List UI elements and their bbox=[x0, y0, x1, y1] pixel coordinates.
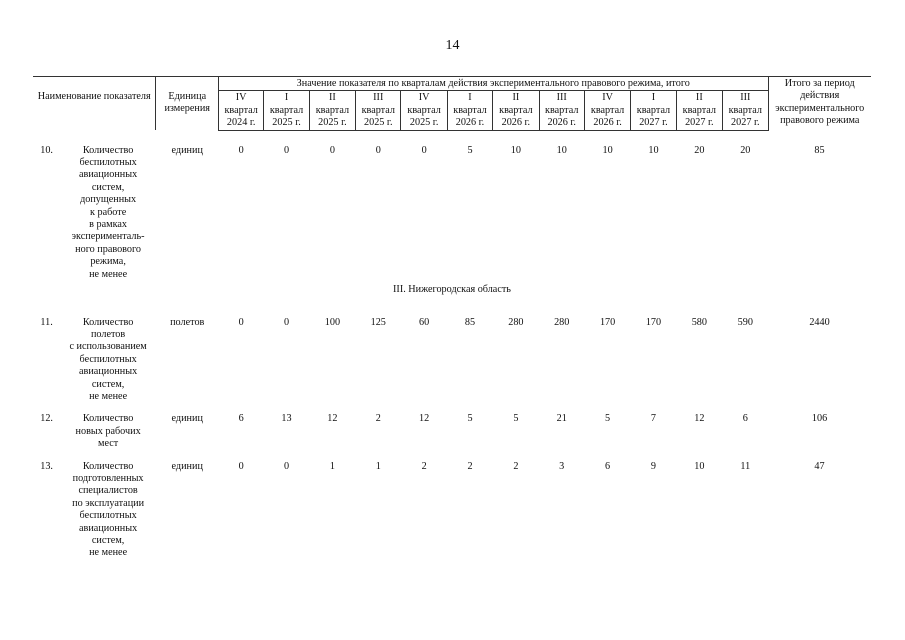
quarter-value-cell: 1 bbox=[375, 460, 381, 472]
quarter-header bbox=[493, 91, 539, 130]
indicator-name-line: не менее bbox=[89, 547, 128, 559]
indicator-name-line: в рамках bbox=[89, 219, 128, 231]
indicator-name-line: допущенных bbox=[80, 194, 137, 206]
quarter-header-word: квартал bbox=[682, 104, 717, 116]
quarter-header bbox=[539, 91, 584, 130]
indicator-name-line: авиационных bbox=[79, 169, 138, 181]
indicator-name bbox=[60, 413, 156, 450]
quarter-header-year: 2026 г. bbox=[501, 117, 531, 129]
indicator-name-line: беспилотных bbox=[79, 353, 137, 365]
quarter-value-cell: 10 bbox=[602, 144, 613, 156]
quarter-header-number: III bbox=[556, 92, 567, 104]
total-cell: 85 bbox=[814, 144, 825, 156]
quarter-value-cell: 12 bbox=[694, 413, 705, 425]
quarter-value-cell: 280 bbox=[508, 316, 524, 328]
quarter-header-word: квартал bbox=[407, 104, 441, 116]
indicator-name-line: с использованием bbox=[69, 341, 147, 353]
quarter-header-number: III bbox=[740, 92, 751, 104]
quarter-value-cell: 2 bbox=[375, 413, 381, 425]
quarter-value-cell: 125 bbox=[370, 316, 386, 328]
quarter-value-cell: 590 bbox=[737, 316, 753, 328]
quarter-value-cell: 20 bbox=[740, 144, 751, 156]
indicator-name-line: беспилотных bbox=[79, 157, 137, 169]
indicator-name bbox=[60, 317, 156, 404]
quarter-header bbox=[676, 91, 722, 130]
quarter-value-cell: 170 bbox=[599, 316, 616, 328]
quarter-header-year: 2027 г. bbox=[731, 117, 760, 129]
section-row bbox=[33, 281, 871, 302]
total-column-header: Итого за период действия экспериментального правового режима bbox=[768, 77, 871, 131]
quarter-value-cell: 0 bbox=[238, 460, 244, 472]
indicator-name-line: Количество bbox=[82, 316, 134, 328]
quarter-header bbox=[631, 91, 676, 130]
indicator-name-line: систем, bbox=[91, 181, 125, 193]
unit-cell: единиц bbox=[171, 413, 203, 425]
table-row bbox=[33, 317, 871, 404]
quarter-header bbox=[264, 91, 309, 130]
indicator-name-line: беспилотных bbox=[79, 510, 137, 522]
indicator-name-line: систем, bbox=[91, 535, 125, 546]
indicator-name-line: ного правового bbox=[75, 243, 142, 255]
row-number: 12. bbox=[40, 413, 53, 425]
quarter-value-cell: 20 bbox=[694, 144, 705, 156]
quarter-value-cell: 13 bbox=[281, 413, 292, 425]
quarter-value-cell: 21 bbox=[556, 413, 567, 425]
quarter-header-year: 2026 г. bbox=[547, 117, 576, 129]
quarter-header bbox=[218, 91, 263, 130]
indicator-name-line: авиационных bbox=[79, 366, 138, 378]
quarter-value-cell: 10 bbox=[556, 144, 567, 156]
quarter-header-word: квартал bbox=[590, 104, 625, 116]
quarter-value-cell: 3 bbox=[559, 460, 565, 472]
indicators-table bbox=[33, 76, 871, 560]
quarter-value-cell: 5 bbox=[513, 413, 519, 425]
unit-cell: полетов bbox=[170, 316, 205, 328]
table-row bbox=[33, 145, 871, 281]
quarter-header bbox=[356, 91, 401, 130]
quarter-header bbox=[401, 91, 447, 130]
name-column-header: Наименование показателя bbox=[33, 77, 156, 131]
indicator-name bbox=[60, 145, 156, 281]
unit-cell: единиц bbox=[171, 460, 203, 472]
total-cell: 2440 bbox=[809, 316, 830, 328]
quarter-header-number: III bbox=[373, 92, 384, 104]
quarter-header-year: 2025 г. bbox=[318, 117, 347, 129]
indicator-name bbox=[60, 461, 156, 560]
quarter-value-cell: 1 bbox=[329, 460, 335, 472]
indicator-name-line: систем, bbox=[91, 378, 125, 390]
indicator-name-line: Количество bbox=[82, 144, 134, 156]
quarter-value-cell: 60 bbox=[419, 316, 430, 328]
row-number: 10. bbox=[40, 144, 53, 156]
quarter-value-cell: 6 bbox=[605, 460, 611, 472]
quarter-value-cell: 5 bbox=[467, 413, 473, 425]
quarter-value-cell: 10 bbox=[648, 144, 659, 156]
indicator-name-line: специалистов bbox=[78, 485, 138, 497]
indicator-name-line: по эксплуатации bbox=[72, 497, 145, 509]
quarter-header-number: I bbox=[651, 92, 656, 104]
quarter-header-number: IV bbox=[418, 92, 430, 104]
quarter-header-year: 2025 г. bbox=[409, 117, 439, 129]
quarter-header-word: квартал bbox=[636, 104, 671, 116]
quarter-header-word: квартал bbox=[224, 104, 258, 116]
indicator-name-line: новых рабочих bbox=[75, 425, 141, 437]
quarter-header-number: I bbox=[284, 92, 289, 104]
quarter-value-cell: 5 bbox=[467, 144, 473, 156]
quarter-value-cell: 0 bbox=[283, 460, 290, 472]
quarter-header-number: I bbox=[468, 92, 472, 104]
quarter-header-word: квартал bbox=[728, 104, 762, 116]
quarter-value-cell: 0 bbox=[283, 144, 290, 156]
quarter-header-year: 2026 г. bbox=[455, 117, 485, 129]
quarter-value-cell: 10 bbox=[694, 460, 705, 472]
indicator-name-line: к работе bbox=[89, 206, 127, 218]
quarter-header-number: IV bbox=[235, 92, 247, 104]
unit-column-header: Единица измерения bbox=[156, 77, 219, 131]
rows-before-section bbox=[33, 130, 871, 281]
quarter-value-cell: 6 bbox=[742, 413, 748, 425]
quarter-value-cell: 0 bbox=[329, 144, 335, 156]
quarter-value-cell: 0 bbox=[238, 316, 244, 328]
quarter-value-cell: 0 bbox=[421, 144, 427, 156]
quarter-header-number: II bbox=[328, 92, 336, 104]
quarter-value-cell: 2 bbox=[513, 460, 519, 472]
quarter-header-year: 2025 г. bbox=[364, 117, 393, 129]
quarter-value-cell: 2 bbox=[467, 460, 473, 472]
indicator-name-line: подготовленных bbox=[72, 472, 144, 484]
section-title: III. Нижегородская область bbox=[393, 284, 511, 296]
indicator-name-line: не менее bbox=[89, 390, 128, 402]
quarter-value-cell: 6 bbox=[238, 413, 244, 425]
quarter-value-cell: 170 bbox=[645, 316, 662, 328]
indicator-name-line: Количество bbox=[82, 460, 134, 472]
table-row bbox=[33, 461, 871, 560]
quarter-header bbox=[309, 91, 355, 130]
unit-cell: единиц bbox=[171, 144, 203, 156]
quarter-header-number: II bbox=[695, 92, 703, 104]
quarter-value-cell: 5 bbox=[605, 413, 611, 425]
quarter-header-year: 2026 г. bbox=[593, 117, 622, 129]
quarter-value-cell: 12 bbox=[327, 413, 338, 425]
quarter-header-word: квартал bbox=[499, 104, 533, 116]
quarter-header bbox=[447, 91, 492, 130]
indicator-name-line: режима, bbox=[90, 256, 126, 268]
quarter-value-cell: 280 bbox=[554, 316, 570, 328]
quarter-header-word: квартал bbox=[453, 104, 487, 116]
row-number: 13. bbox=[40, 460, 53, 472]
row-number: 11. bbox=[40, 316, 53, 328]
table-row bbox=[33, 413, 871, 450]
quarter-header-word: квартал bbox=[269, 104, 304, 116]
quarter-header-number: IV bbox=[602, 92, 613, 104]
total-cell: 47 bbox=[814, 460, 825, 472]
quarter-value-cell: 7 bbox=[650, 413, 656, 425]
indicator-name-line: не менее bbox=[89, 268, 128, 280]
indicator-name-line: полетов bbox=[90, 328, 126, 340]
indicator-name-line: мест bbox=[98, 438, 119, 450]
quarter-value-cell: 12 bbox=[419, 413, 430, 425]
quarter-header-word: квартал bbox=[545, 104, 579, 116]
quarter-header bbox=[584, 91, 630, 130]
quarter-value-cell: 580 bbox=[691, 316, 707, 328]
indicator-name-line: Количество bbox=[82, 413, 134, 425]
quarter-value-cell: 0 bbox=[375, 144, 381, 156]
page-number: 14 bbox=[445, 38, 460, 53]
quarter-value-cell: 11 bbox=[740, 460, 751, 472]
quarter-value-cell: 10 bbox=[510, 144, 521, 156]
quarter-header-number: II bbox=[512, 92, 520, 104]
quarter-header-year: 2027 г. bbox=[639, 117, 668, 129]
values-group-header: Значение показателя по кварталам действия экспериментального правового режима, итого bbox=[218, 77, 768, 91]
quarter-value-cell: 9 bbox=[650, 460, 656, 472]
rows-after-section bbox=[33, 303, 871, 560]
quarter-header-year: 2027 г. bbox=[685, 117, 714, 129]
quarter-header-year: 2025 г. bbox=[272, 117, 301, 129]
header-row-top bbox=[33, 77, 871, 91]
quarter-header-word: квартал bbox=[315, 104, 350, 116]
quarter-header-year: 2024 г. bbox=[226, 117, 256, 129]
total-cell: 106 bbox=[811, 413, 828, 425]
quarter-value-cell: 85 bbox=[464, 316, 476, 328]
quarter-value-cell: 0 bbox=[283, 316, 290, 328]
quarter-header-word: квартал bbox=[361, 104, 395, 116]
quarter-value-cell: 0 bbox=[238, 144, 244, 156]
indicator-name-line: эксперименталь- bbox=[71, 231, 145, 243]
quarter-header bbox=[723, 91, 769, 130]
quarter-value-cell: 2 bbox=[421, 460, 427, 472]
quarter-value-cell: 100 bbox=[324, 316, 341, 328]
indicator-name-line: авиационных bbox=[79, 522, 138, 534]
